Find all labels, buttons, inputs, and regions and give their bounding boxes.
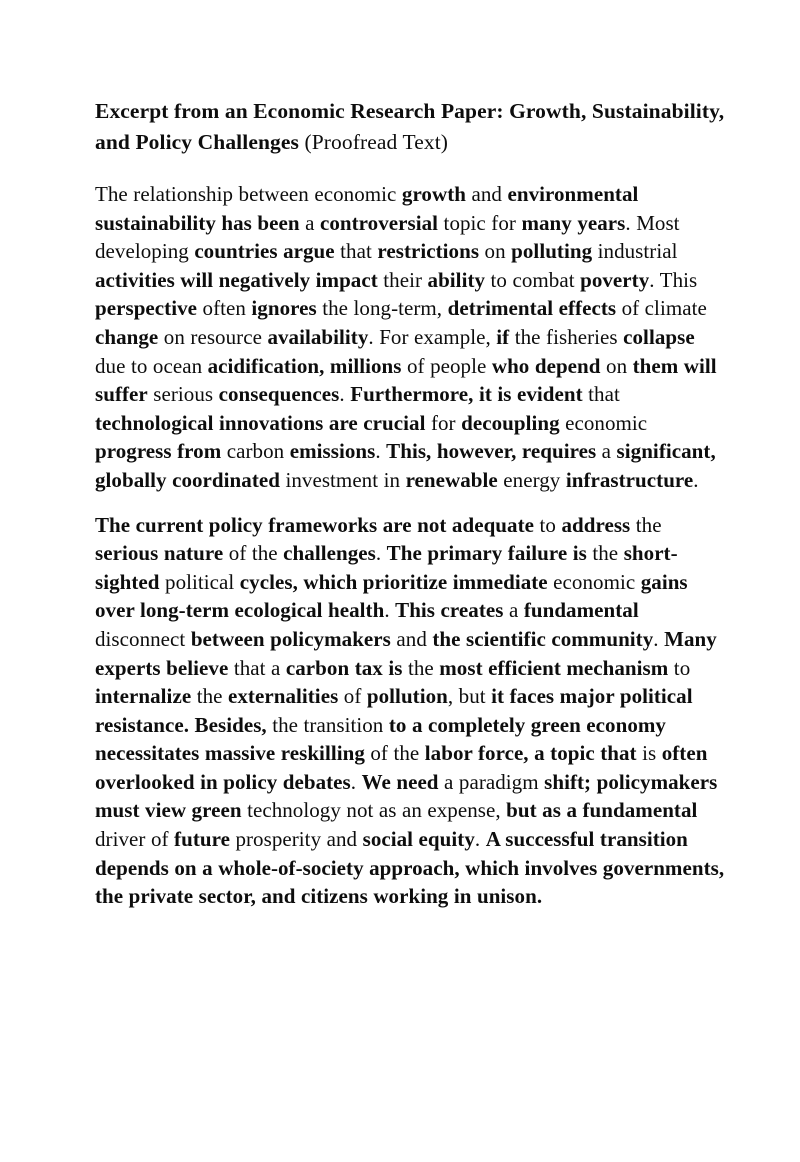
regular-run: . [653,626,665,651]
bold-run: it faces major political resistance. Besides, [95,684,693,737]
bold-run: externalities [228,684,339,709]
bold-run: progress from [95,439,222,464]
bold-run: fundamental [523,598,639,623]
bold-run: Excerpt from an Economic Research Paper: Growth, Sustainability, and Policy Challenges [95,99,725,154]
regular-run: due to ocean [95,353,208,378]
regular-run: . [384,598,396,623]
bold-run: countries argue [194,239,335,264]
bold-run: growth [401,182,466,206]
bold-run: challenges [283,541,376,566]
bold-run: renewable [405,467,498,492]
regular-run: technology not as an expense, [241,798,507,823]
bold-run: environmental sustainability has been [95,182,639,235]
regular-run: and [390,626,433,651]
bold-run: to a completely green economy necessitates massive reskilling [95,712,666,766]
bold-run: the scientific community [432,626,654,651]
regular-run: the [586,541,624,566]
regular-run: . [375,439,387,464]
bold-run: perspective [95,296,198,321]
bold-run: internalize [95,684,192,709]
regular-run: the long-term, [316,296,448,321]
bold-run: controversial [319,210,439,235]
regular-run: . For example, [368,324,497,349]
bold-run: acidification, millions [207,353,402,378]
regular-run: disconnect [95,626,191,651]
bold-run: many years [521,210,626,235]
bold-run: The current policy frameworks are not adequate [95,512,535,537]
regular-run: that [334,239,378,264]
bold-run: This creates [395,598,504,623]
regular-run: on resource [158,324,268,349]
bold-run: technological innovations are crucial [95,410,426,435]
bold-run: ability [427,267,486,292]
bold-run: policymakers must view green [95,769,718,823]
bold-run: We need [361,769,439,794]
regular-run: . [350,769,362,794]
regular-run: a [299,210,320,235]
regular-run: the fisheries [509,324,624,349]
regular-run: to combat [485,267,581,292]
bold-run: Many experts believe [95,626,717,680]
bold-run: A successful transition depends on a whole-of-society approach, which involves governments, the private sector, and citizens working in unison. [95,827,725,909]
bold-run: ignores [251,296,317,321]
regular-run: economic [559,410,648,435]
bold-run: shift; [544,769,592,794]
regular-run: . Most developing [95,210,680,264]
regular-run: of climate [616,296,707,321]
regular-run: a [596,439,617,464]
regular-run: (Proofread Text) [304,130,449,154]
regular-run: . [693,467,699,492]
regular-run: of the [223,541,284,566]
bold-run: address [561,512,631,537]
bold-run: poverty [580,267,650,292]
regular-run: economic [547,569,641,594]
regular-run: the [191,684,229,709]
regular-run: a [503,598,524,623]
bold-run: emissions [289,439,376,464]
bold-run: them will suffer [95,353,717,407]
bold-run: detrimental effects [447,296,617,321]
bold-run: significant, globally coordinated [95,439,716,492]
regular-run: The relationship between economic [95,182,402,206]
regular-run: the [630,512,662,537]
regular-run: . [474,827,486,852]
bold-run: Furthermore, it is evident [350,382,583,407]
regular-run: serious [147,382,219,407]
regular-run: carbon [221,439,290,464]
bold-run: labor force, a topic that [424,741,637,766]
regular-run: that [582,382,620,407]
bold-run: change [95,324,159,349]
regular-run: and [465,182,508,206]
bold-run: future [174,827,230,852]
bold-run: gains over long-term ecological health [95,569,688,623]
page-title [95,96,725,158]
bold-run: between policymakers [190,626,391,651]
bold-run: short-sighted [95,541,678,594]
bold-run: consequences [218,382,340,407]
regular-run: is [636,741,662,766]
regular-run: on [600,353,633,378]
regular-run: to [668,655,691,680]
bold-run: availability [267,324,369,349]
regular-run: investment in [279,467,406,492]
bold-run: restrictions [377,239,480,264]
bold-run: often overlooked in policy debates [95,741,708,794]
bold-run: pollution [366,684,448,709]
bold-run: The primary failure is [386,541,587,566]
paragraph-2 [95,511,725,911]
regular-run: topic for [438,210,522,235]
bold-run: most efficient mechanism [439,655,669,680]
regular-run: on [479,239,512,264]
bold-run: but as a fundamental [506,798,698,823]
regular-run: for [425,410,462,435]
regular-run: of the [364,741,425,766]
regular-run: political [159,569,240,594]
bold-run: carbon tax is [285,655,403,680]
regular-run: industrial [592,239,678,264]
bold-run: social equity [362,827,475,852]
regular-run: . [339,382,351,407]
regular-run: prosperity and [229,827,363,852]
regular-run: driver of [95,827,175,852]
regular-run: to [534,512,562,537]
bold-run: This, however, requires [386,439,597,464]
regular-run: the transition [266,712,389,737]
bold-run: cycles, which prioritize immediate [239,569,548,594]
paragraph-1 [95,180,725,495]
regular-run: of people [401,353,492,378]
regular-run: , but [447,684,492,709]
bold-run: polluting [511,239,593,264]
bold-run: who depend [491,353,601,378]
regular-run: that a [228,655,286,680]
regular-run: a paradigm [438,769,545,794]
regular-run: of [338,684,367,709]
bold-run: collapse [623,324,695,349]
bold-run: infrastructure [565,467,694,492]
bold-run: if [496,324,510,349]
regular-run: often [197,296,252,321]
regular-run: . This [649,267,698,292]
regular-run: energy [497,467,566,492]
bold-run: serious nature [95,541,224,566]
bold-run: decoupling [461,410,560,435]
bold-run: activities will negatively impact [95,267,378,292]
regular-run: the [402,655,440,680]
regular-run: . [375,541,387,566]
regular-run: their [377,267,428,292]
